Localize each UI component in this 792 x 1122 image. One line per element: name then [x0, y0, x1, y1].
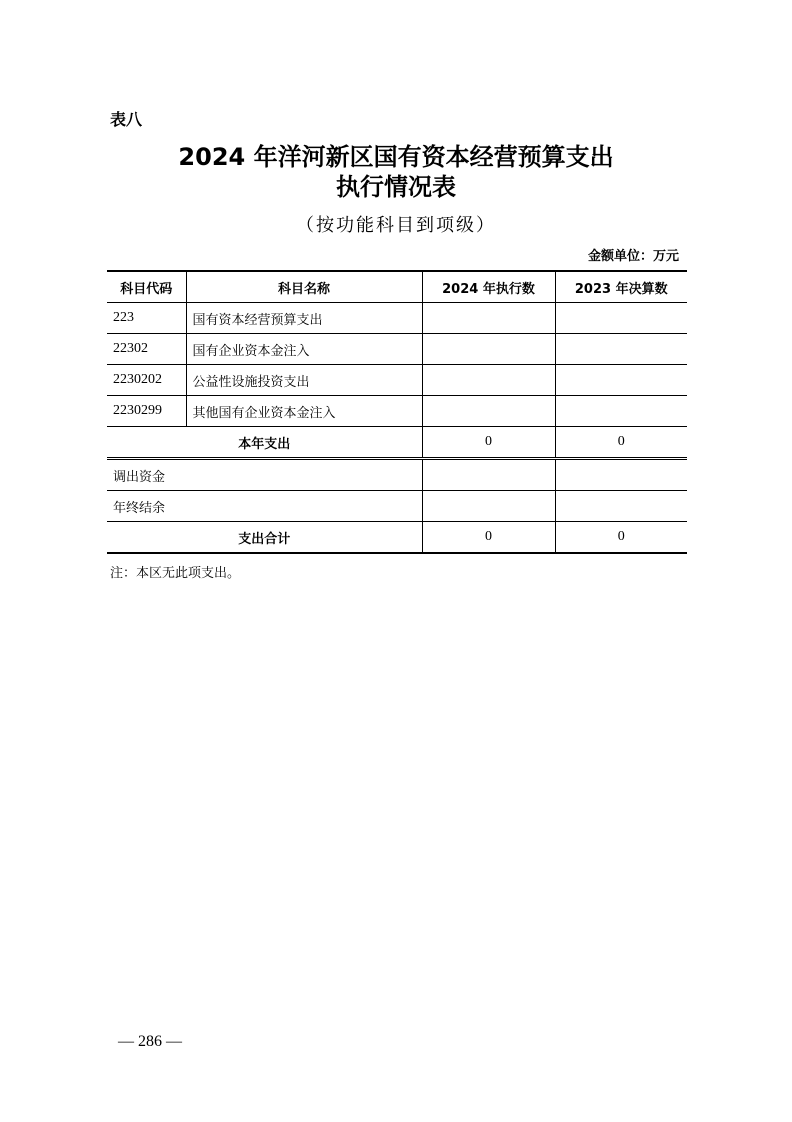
page-number: — 286 —: [118, 1033, 182, 1050]
row-value-2023: [555, 303, 687, 334]
header-2023: 2023 年决算数: [555, 271, 687, 303]
grand-total-2023: 0: [555, 522, 687, 554]
grand-total-2024: 0: [422, 522, 555, 554]
transfer-label: 调出资金: [107, 459, 422, 491]
row-name: 国有资本经营预算支出: [186, 303, 422, 334]
page-title-line-2: 执行情况表: [336, 173, 456, 201]
amount-unit-label: 金额单位：万元: [587, 249, 679, 264]
row-code: 2230299: [107, 396, 186, 427]
table-row: [107, 303, 687, 334]
table-row: [107, 396, 687, 427]
table-row: [107, 334, 687, 365]
year-total-2024: 0: [422, 427, 555, 459]
page-subtitle: （按功能科目到项级）: [296, 215, 496, 236]
table-note: 注：本区无此项支出。: [110, 566, 241, 581]
row-value-2023: [555, 365, 687, 396]
row-code: 223: [107, 303, 186, 334]
row-value-2024: [422, 303, 555, 334]
row-value-2024: [422, 334, 555, 365]
page-title-line-1: 2024 年洋河新区国有资本经营预算支出: [178, 143, 614, 171]
row-name: 公益性设施投资支出: [186, 365, 422, 396]
expenditure-table: [107, 270, 687, 554]
transfer-2023: [555, 459, 687, 491]
year-total-2023: 0: [555, 427, 687, 459]
row-name: 其他国有企业资本金注入: [186, 396, 422, 427]
year-total-row: [107, 427, 687, 459]
transfer-row: [107, 459, 687, 491]
row-value-2024: [422, 365, 555, 396]
row-value-2023: [555, 396, 687, 427]
table-number-label: 表八: [110, 110, 143, 129]
row-value-2024: [422, 396, 555, 427]
table-header-row: [107, 271, 687, 303]
balance-2024: [422, 491, 555, 522]
transfer-2024: [422, 459, 555, 491]
row-code: 22302: [107, 334, 186, 365]
header-code: 科目代码: [107, 271, 186, 303]
balance-row: [107, 491, 687, 522]
grand-total-row: [107, 522, 687, 554]
balance-2023: [555, 491, 687, 522]
header-name: 科目名称: [186, 271, 422, 303]
balance-label: 年终结余: [107, 491, 422, 522]
row-code: 2230202: [107, 365, 186, 396]
grand-total-label: 支出合计: [107, 522, 422, 554]
header-2024: 2024 年执行数: [422, 271, 555, 303]
row-name: 国有企业资本金注入: [186, 334, 422, 365]
row-value-2023: [555, 334, 687, 365]
table-row: [107, 365, 687, 396]
year-total-label: 本年支出: [107, 427, 422, 459]
